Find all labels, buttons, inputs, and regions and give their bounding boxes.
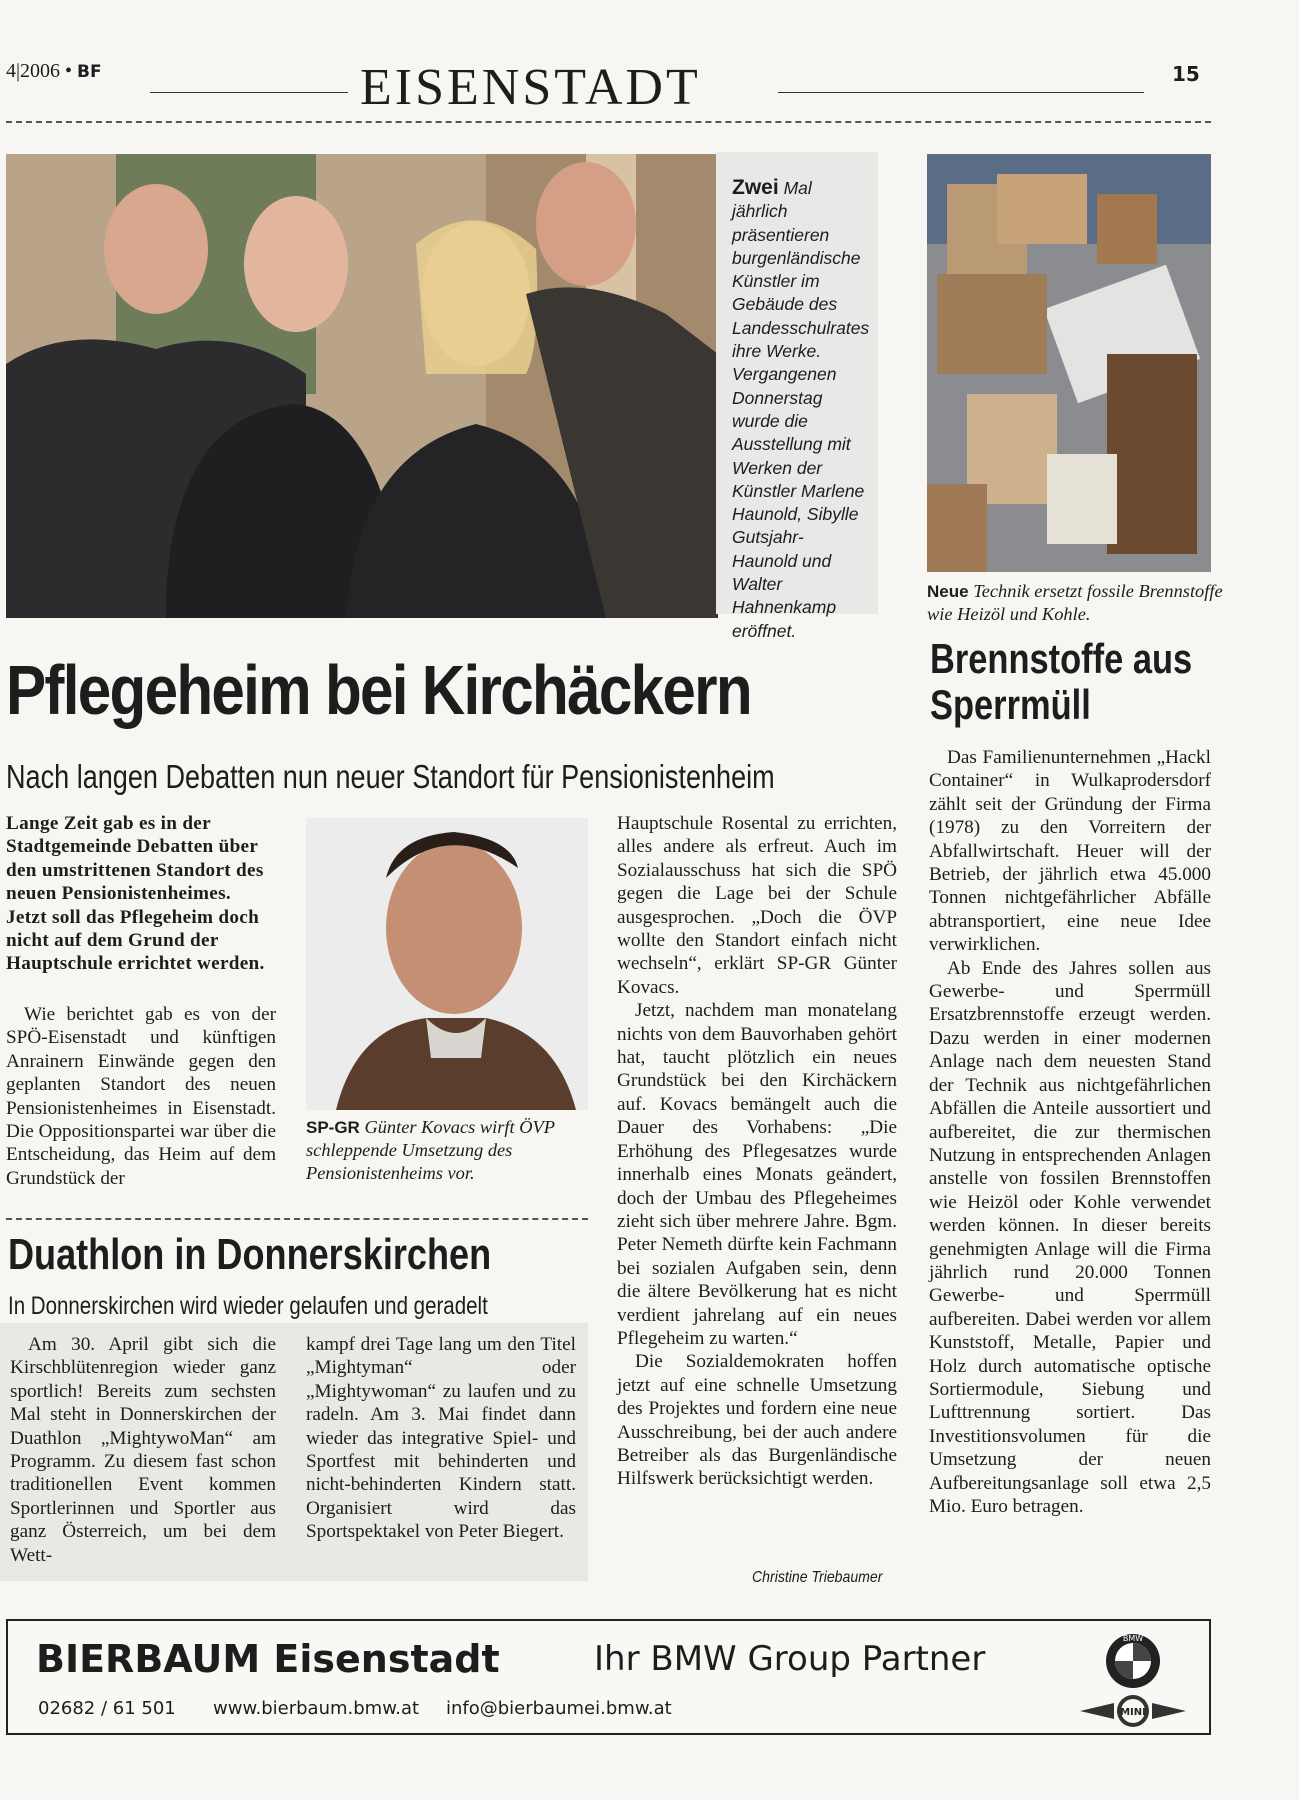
article2-headline: Duathlon in Donnerskirchen xyxy=(8,1230,492,1279)
article3-body xyxy=(929,746,1211,1518)
article1-col2-p3: Die Sozialdemokraten hoffen jetzt auf eine schnelle Umsetzung des Projektes und fordern eine neue Ausschreibung, bei der auch andere Betreiber als das Burgenländische Hilfswerk berücksichtigt werden. xyxy=(617,1351,897,1490)
bulky-waste-caption: Neue Technik ersetzt fossile Brennstoffe wie Heizöl und Kohle. xyxy=(927,581,1223,624)
bmw-advertisement[interactable] xyxy=(6,1619,1211,1735)
mini-logo-text: MINI xyxy=(1120,1707,1146,1718)
article2-column1 xyxy=(10,1333,276,1567)
ad-tagline: Ihr BMW Group Partner xyxy=(594,1639,986,1679)
article1-column2 xyxy=(617,812,897,1491)
article2-column2 xyxy=(306,1333,576,1544)
ad-dealer-name: BIERBAUM Eisenstadt xyxy=(36,1637,500,1681)
page-number: 15 xyxy=(1172,62,1200,86)
kovacs-caption: SP-GR Günter Kovacs wirft ÖVP schleppende Umsetzung des Pensionistenheims vor. xyxy=(306,1117,555,1183)
article1-col1-text: Wie berichtet gab es von der SPÖ-Eisenstadt und künftigen Anrainern Einwände gegen den geplanten Standort des neuen Pensionistenheimes in Eisenstadt. Die Oppositionspartei war über die Entscheidung, das Heim auf dem Grundstück der xyxy=(6,1004,276,1189)
article1-subheadline: Nach langen Debatten nun neuer Standort für Pensionistenheim xyxy=(6,758,775,795)
article1-lead: Lange Zeit gab es in der Stadtgemeinde Debatten über den umstrittenen Standort des neuen Pensionistenheimes. Jetzt soll das Pflegeheim doch nicht auf dem Grund der Hauptschule errichtet werden. xyxy=(6,813,265,975)
section-title: EISENSTADT xyxy=(360,59,701,116)
article1-col2-p1: Hauptschule Rosental zu errichten, alles andere als erfreut. Auch im Sozialausschuss hat sich die SPÖ gegen die Lage bei der Schule ausgesprochen. „Doch die ÖVP wollte den Standort einfach nicht wechseln“, erklärt SP-GR Günter Kovacs. xyxy=(617,813,897,998)
ad-phone: 02682 / 61 501 xyxy=(38,1698,176,1719)
kovacs-portrait xyxy=(306,818,588,1110)
issue-date: 4|2006 • BF xyxy=(6,60,102,82)
paper-abbrev: BF xyxy=(77,62,102,82)
bulky-waste-photo xyxy=(927,154,1211,572)
header-divider xyxy=(6,121,1211,123)
article3-p1: Das Familienunternehmen „Hackl Container“ in Wulkaprodersdorf zählt seit der Gründung der Firma (1978) zu den Vorreitern der Abfallwirtschaft. Heuer will der Betrieb, der jährlich etwa 45.000 Tonnen nichtgefährlicher Abfälle abtransportiert, eine neue Idee verwirklichen. xyxy=(929,747,1211,956)
header-rule-left xyxy=(150,92,348,93)
ad-email-link[interactable]: info@bierbaumei.bmw.at xyxy=(446,1698,672,1719)
group-photo-caption: Zwei Mal jährlich präsentieren burgenländische Künstler im Gebäude des Landesschulrates ihre Werke. Vergangenen Donnerstag wurde die Ausstellung mit Werken der Künstler Marlene Haunold, Sibylle Gutsjahr-Haunold und Walter Hahnenkamp eröffnet. xyxy=(716,152,878,614)
article2-subheadline: In Donnerskirchen wird wieder gelaufen und geradelt xyxy=(8,1292,488,1320)
article1-column1 xyxy=(6,1003,276,1190)
ad-website-link[interactable]: www.bierbaum.bmw.at xyxy=(213,1698,420,1719)
bmw-logo-icon xyxy=(1098,1629,1168,1689)
article1-col2-p2: Jetzt, nachdem man monatelang nichts von dem Bauvorhaben gehört hat, taucht plötzlich ein neues Grundstück bei den Kirchäckern auf. Kovacs bemängelt auch die Dauer des Vorhabens: „Die Erhöhung des Pflegesatzes wurde innerhalb eines Monats geändert, doch der Umbau des Pflegeheimes zieht sich über mehrere Jahre. Bgm. Peter Nemeth dürfte kein Fachmann bei sozialen Aufgaben sein, denn die ältere Bevölkerung hat es nicht verdient jahrelang auf ein neues Pflegeheim zu warten.“ xyxy=(617,1000,897,1349)
bmw-logo-text: BMW xyxy=(1122,1634,1144,1643)
article2-col1-text: Am 30. April gibt sich die Kirschblütenregion wieder ganz sportlich! Bereits zum sechsten Mal steht in Donnerskirchen der Duathlon „MightywoMan“ am Programm. Zu diesem fast schon traditionellen Event kommen Sportlerinnen und Sportler aus ganz Österreich, um bei dem Wett- xyxy=(10,1334,276,1566)
article2-divider xyxy=(6,1218,588,1220)
article3-headline: Brennstoffe aus Sperrmüll xyxy=(930,635,1193,728)
article1-headline: Pflegeheim bei Kirchäckern xyxy=(6,651,751,729)
mini-logo-icon xyxy=(1078,1693,1188,1729)
header-rule-right xyxy=(778,92,1144,93)
article1-author: Christine Triebaumer xyxy=(752,1569,883,1586)
article3-p2: Ab Ende des Jahres sollen aus Gewerbe- und Sperrmüll Ersatzbrennstoffe erzeugt werden. Dazu werden in einer modernen Anlage nach dem neuesten Stand der Technik aus nichtgefährlichen Abfällen die Anteile aussortiert und aufbereitet, die zur thermischen Nutzung in entsprechenden Anlagen anstelle von fossilen Brennstoffen wie Heizöl oder Kohle verwendet werden können. In dieser bereits genehmigten Anlage will die Firma jährlich rund 20.000 Tonnen Gewerbe- und Sperrmüll aufbereiten. Dabei werden vor allem Kunststoff, Metalle, Papier und Holz durch automatische optische Sortiermodule, Siebung und Lufttrennung sortiert. Das Investitionsvolumen für die Umsetzung der neuen Aufbereitungsanlage soll etwa 2,5 Mio. Euro betragen. xyxy=(929,957,1211,1517)
group-photo xyxy=(6,154,718,618)
article2-col2-text: kampf drei Tage lang um den Titel „Mightyman“ oder „Mightywoman“ zu laufen und zu radeln. Am 3. Mai findet dann wieder das integrative Spiel- und Sportfest mit behinderten und nicht-behinderten Kindern statt. Organisiert wird das Sportspektakel von Peter Biegert. xyxy=(306,1334,576,1543)
